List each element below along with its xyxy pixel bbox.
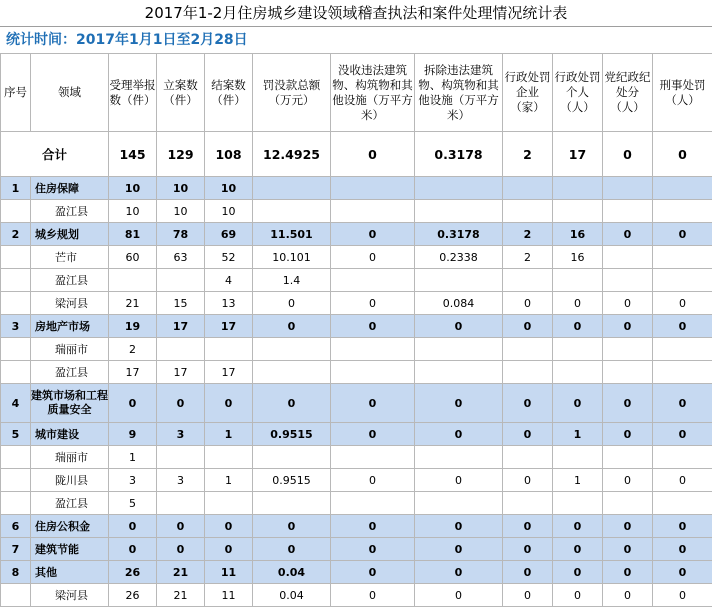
row-cell: 3 (157, 423, 205, 446)
row-cell (253, 446, 331, 469)
row-cell (415, 200, 503, 223)
report-title: 2017年1-2月住房城乡建设领域稽查执法和案件处理情况统计表 (0, 0, 712, 27)
row-cell: 0 (331, 538, 415, 561)
row-cell: 11 (205, 584, 253, 607)
row-cell (653, 200, 712, 223)
category-row (1, 384, 712, 423)
row-cell: 0 (109, 384, 157, 423)
row-cell (415, 492, 503, 515)
category-row (1, 561, 712, 584)
row-cell: 0 (603, 469, 653, 492)
row-cell (553, 446, 603, 469)
row-domain: 建筑市场和工程质量安全 (31, 384, 109, 423)
header-cell: 受理举报数（件） (109, 54, 157, 132)
row-cell: 16 (553, 246, 603, 269)
row-cell: 0 (503, 584, 553, 607)
row-seq: 7 (1, 538, 31, 561)
row-cell (603, 446, 653, 469)
row-cell: 17 (205, 361, 253, 384)
row-cell: 2 (109, 338, 157, 361)
header-cell: 立案数（件） (157, 54, 205, 132)
row-cell (503, 492, 553, 515)
row-cell: 0 (603, 423, 653, 446)
row-cell: 1 (553, 469, 603, 492)
row-cell (653, 246, 712, 269)
row-cell (603, 200, 653, 223)
row-cell: 0 (415, 584, 503, 607)
row-cell (553, 361, 603, 384)
report-period: 统计时间：2017年1月1日至2月28日 (0, 27, 712, 53)
row-cell: 3 (109, 469, 157, 492)
row-cell (603, 269, 653, 292)
header-cell: 罚没款总额（万元） (253, 54, 331, 132)
row-cell: 0 (603, 384, 653, 423)
row-cell (503, 269, 553, 292)
row-cell: 1.4 (253, 269, 331, 292)
row-cell (503, 200, 553, 223)
total-cell: 0.3178 (415, 132, 503, 177)
row-seq (1, 338, 31, 361)
row-domain: 建筑节能 (31, 538, 109, 561)
row-cell (503, 338, 553, 361)
row-domain: 梁河县 (31, 292, 109, 315)
row-cell: 81 (109, 223, 157, 246)
table-row (1, 446, 712, 469)
row-cell (603, 177, 653, 200)
row-seq (1, 584, 31, 607)
row-cell: 17 (205, 315, 253, 338)
row-cell: 17 (157, 315, 205, 338)
row-domain: 住房保障 (31, 177, 109, 200)
category-row (1, 515, 712, 538)
row-cell: 0 (331, 561, 415, 584)
header-cell: 刑事处罚（人） (653, 54, 712, 132)
row-cell: 0 (503, 469, 553, 492)
row-cell: 17 (157, 361, 205, 384)
row-cell: 0.9515 (253, 423, 331, 446)
table-row (1, 292, 712, 315)
row-cell (205, 338, 253, 361)
table-row (1, 246, 712, 269)
row-cell (331, 200, 415, 223)
row-cell: 0 (415, 423, 503, 446)
row-cell: 0 (415, 384, 503, 423)
row-seq (1, 492, 31, 515)
table-row (1, 338, 712, 361)
total-cell: 12.4925 (253, 132, 331, 177)
row-cell: 15 (157, 292, 205, 315)
row-cell: 0 (553, 584, 603, 607)
row-cell: 11.501 (253, 223, 331, 246)
row-cell: 9 (109, 423, 157, 446)
row-domain: 城市建设 (31, 423, 109, 446)
row-cell: 21 (157, 584, 205, 607)
header-row (1, 54, 712, 132)
row-cell: 0 (205, 538, 253, 561)
header-cell: 拆除违法建筑物、构筑物和其他设施（万平方米） (415, 54, 503, 132)
row-cell: 0 (603, 538, 653, 561)
row-seq (1, 269, 31, 292)
row-cell: 0 (331, 246, 415, 269)
row-cell: 26 (109, 561, 157, 584)
row-cell (603, 492, 653, 515)
row-domain: 城乡规划 (31, 223, 109, 246)
header-cell: 党纪政纪处分（人） (603, 54, 653, 132)
row-seq (1, 446, 31, 469)
row-cell: 0 (331, 223, 415, 246)
row-cell (415, 338, 503, 361)
row-cell (653, 177, 712, 200)
row-cell (331, 338, 415, 361)
table-row (1, 584, 712, 607)
total-cell: 129 (157, 132, 205, 177)
total-cell: 108 (205, 132, 253, 177)
row-domain: 住房公积金 (31, 515, 109, 538)
row-domain: 盈江县 (31, 361, 109, 384)
total-cell: 0 (603, 132, 653, 177)
table-row (1, 200, 712, 223)
total-cell: 0 (331, 132, 415, 177)
row-cell: 0.04 (253, 561, 331, 584)
row-cell: 0.084 (415, 292, 503, 315)
row-cell: 10 (205, 177, 253, 200)
row-domain: 盈江县 (31, 200, 109, 223)
row-cell: 0 (603, 561, 653, 584)
row-cell: 3 (157, 469, 205, 492)
row-domain: 房地产市场 (31, 315, 109, 338)
row-cell: 0 (253, 315, 331, 338)
category-row (1, 177, 712, 200)
row-cell (603, 338, 653, 361)
row-cell: 0 (553, 315, 603, 338)
row-cell: 0 (205, 384, 253, 423)
header-cell: 序号 (1, 54, 31, 132)
row-cell: 0 (157, 384, 205, 423)
row-seq (1, 292, 31, 315)
row-cell: 0 (553, 561, 603, 584)
row-domain: 盈江县 (31, 269, 109, 292)
row-cell: 0 (503, 384, 553, 423)
row-cell: 0 (253, 384, 331, 423)
row-cell: 4 (205, 269, 253, 292)
row-cell: 69 (205, 223, 253, 246)
header-cell: 结案数（件） (205, 54, 253, 132)
row-cell (331, 446, 415, 469)
row-seq (1, 469, 31, 492)
row-cell: 21 (157, 561, 205, 584)
row-cell (603, 361, 653, 384)
row-seq: 2 (1, 223, 31, 246)
row-cell (653, 446, 712, 469)
row-cell: 0 (331, 423, 415, 446)
row-cell (253, 492, 331, 515)
row-seq (1, 361, 31, 384)
row-cell: 0 (415, 538, 503, 561)
row-cell (503, 446, 553, 469)
row-cell: 10 (205, 200, 253, 223)
row-cell: 0 (653, 223, 712, 246)
row-cell: 0 (653, 315, 712, 338)
row-cell: 0 (253, 515, 331, 538)
row-cell: 0 (603, 584, 653, 607)
row-cell: 0 (415, 315, 503, 338)
row-cell: 0 (331, 469, 415, 492)
total-cell: 17 (553, 132, 603, 177)
table-row (1, 492, 712, 515)
row-cell: 0 (653, 469, 712, 492)
row-cell: 10.101 (253, 246, 331, 269)
row-cell: 0 (331, 315, 415, 338)
row-cell (205, 446, 253, 469)
row-cell: 0 (205, 515, 253, 538)
row-cell: 0 (503, 538, 553, 561)
total-row (1, 132, 712, 177)
row-cell (157, 269, 205, 292)
row-seq: 3 (1, 315, 31, 338)
row-cell: 0 (553, 384, 603, 423)
row-seq: 4 (1, 384, 31, 423)
row-cell (253, 338, 331, 361)
row-cell: 1 (109, 446, 157, 469)
row-domain: 瑞丽市 (31, 446, 109, 469)
row-cell: 2 (503, 246, 553, 269)
row-cell (415, 269, 503, 292)
row-cell: 0 (157, 515, 205, 538)
row-domain: 芒市 (31, 246, 109, 269)
row-cell (503, 361, 553, 384)
table-row (1, 469, 712, 492)
row-cell: 0.04 (253, 584, 331, 607)
row-cell: 10 (109, 200, 157, 223)
row-cell: 2 (503, 223, 553, 246)
row-cell: 0 (253, 292, 331, 315)
row-cell: 0 (603, 515, 653, 538)
row-cell (553, 269, 603, 292)
row-domain: 瑞丽市 (31, 338, 109, 361)
total-cell: 145 (109, 132, 157, 177)
row-cell: 0 (603, 223, 653, 246)
row-cell (653, 269, 712, 292)
row-cell: 0 (653, 561, 712, 584)
header-cell: 行政处罚企业（家） (503, 54, 553, 132)
row-cell: 0.3178 (415, 223, 503, 246)
row-cell (253, 200, 331, 223)
row-cell: 1 (553, 423, 603, 446)
row-cell (331, 492, 415, 515)
row-cell (157, 446, 205, 469)
row-cell (331, 269, 415, 292)
row-domain: 盈江县 (31, 492, 109, 515)
row-cell: 0.9515 (253, 469, 331, 492)
row-cell (553, 177, 603, 200)
row-cell (653, 492, 712, 515)
total-cell: 2 (503, 132, 553, 177)
row-cell (415, 177, 503, 200)
row-cell (653, 361, 712, 384)
row-seq: 5 (1, 423, 31, 446)
row-cell: 26 (109, 584, 157, 607)
stats-table (0, 53, 712, 607)
row-cell: 0 (503, 315, 553, 338)
row-cell: 1 (205, 469, 253, 492)
row-cell (415, 446, 503, 469)
table-row (1, 361, 712, 384)
row-cell: 0 (415, 469, 503, 492)
table-row (1, 269, 712, 292)
row-cell: 0 (653, 292, 712, 315)
row-domain: 其他 (31, 561, 109, 584)
row-cell: 0 (415, 561, 503, 584)
row-cell: 21 (109, 292, 157, 315)
row-cell (157, 338, 205, 361)
row-cell: 10 (109, 177, 157, 200)
row-cell (553, 200, 603, 223)
row-cell: 5 (109, 492, 157, 515)
total-cell: 0 (653, 132, 712, 177)
row-seq (1, 246, 31, 269)
row-cell: 0 (653, 584, 712, 607)
row-seq: 8 (1, 561, 31, 584)
header-cell: 没收违法建筑物、构筑物和其他设施（万平方米） (331, 54, 415, 132)
row-cell: 0 (331, 384, 415, 423)
row-seq: 6 (1, 515, 31, 538)
row-domain: 陇川县 (31, 469, 109, 492)
row-cell: 1 (205, 423, 253, 446)
row-cell: 13 (205, 292, 253, 315)
row-cell: 63 (157, 246, 205, 269)
row-cell: 16 (553, 223, 603, 246)
header-cell: 领域 (31, 54, 109, 132)
row-cell: 60 (109, 246, 157, 269)
row-cell: 0 (157, 538, 205, 561)
row-cell: 0 (653, 384, 712, 423)
row-cell: 0 (553, 515, 603, 538)
category-row (1, 538, 712, 561)
row-cell (205, 492, 253, 515)
row-seq (1, 200, 31, 223)
category-row (1, 423, 712, 446)
row-cell (331, 177, 415, 200)
row-cell: 0 (653, 515, 712, 538)
row-cell: 0 (503, 292, 553, 315)
total-label: 合计 (1, 132, 109, 177)
row-domain: 梁河县 (31, 584, 109, 607)
row-seq: 1 (1, 177, 31, 200)
row-cell: 0 (603, 315, 653, 338)
row-cell (253, 177, 331, 200)
row-cell: 10 (157, 200, 205, 223)
row-cell: 0 (653, 423, 712, 446)
category-row (1, 223, 712, 246)
row-cell (157, 492, 205, 515)
category-row (1, 315, 712, 338)
row-cell: 10 (157, 177, 205, 200)
row-cell (653, 338, 712, 361)
row-cell: 0 (331, 515, 415, 538)
row-cell: 0 (331, 292, 415, 315)
row-cell: 0 (603, 292, 653, 315)
row-cell: 0 (109, 515, 157, 538)
row-cell: 0 (331, 584, 415, 607)
row-cell (415, 361, 503, 384)
row-cell (253, 361, 331, 384)
row-cell (109, 269, 157, 292)
row-cell: 0 (653, 538, 712, 561)
row-cell (553, 338, 603, 361)
row-cell (553, 492, 603, 515)
row-cell: 0 (415, 515, 503, 538)
row-cell: 19 (109, 315, 157, 338)
row-cell: 0 (553, 538, 603, 561)
row-cell: 0 (503, 515, 553, 538)
row-cell: 0 (503, 561, 553, 584)
row-cell: 52 (205, 246, 253, 269)
row-cell (331, 361, 415, 384)
header-cell: 行政处罚个人（人） (553, 54, 603, 132)
row-cell (603, 246, 653, 269)
row-cell: 0 (109, 538, 157, 561)
row-cell: 0.2338 (415, 246, 503, 269)
row-cell: 0 (253, 538, 331, 561)
row-cell: 17 (109, 361, 157, 384)
row-cell: 11 (205, 561, 253, 584)
row-cell: 0 (553, 292, 603, 315)
row-cell: 0 (503, 423, 553, 446)
row-cell: 78 (157, 223, 205, 246)
row-cell (503, 177, 553, 200)
